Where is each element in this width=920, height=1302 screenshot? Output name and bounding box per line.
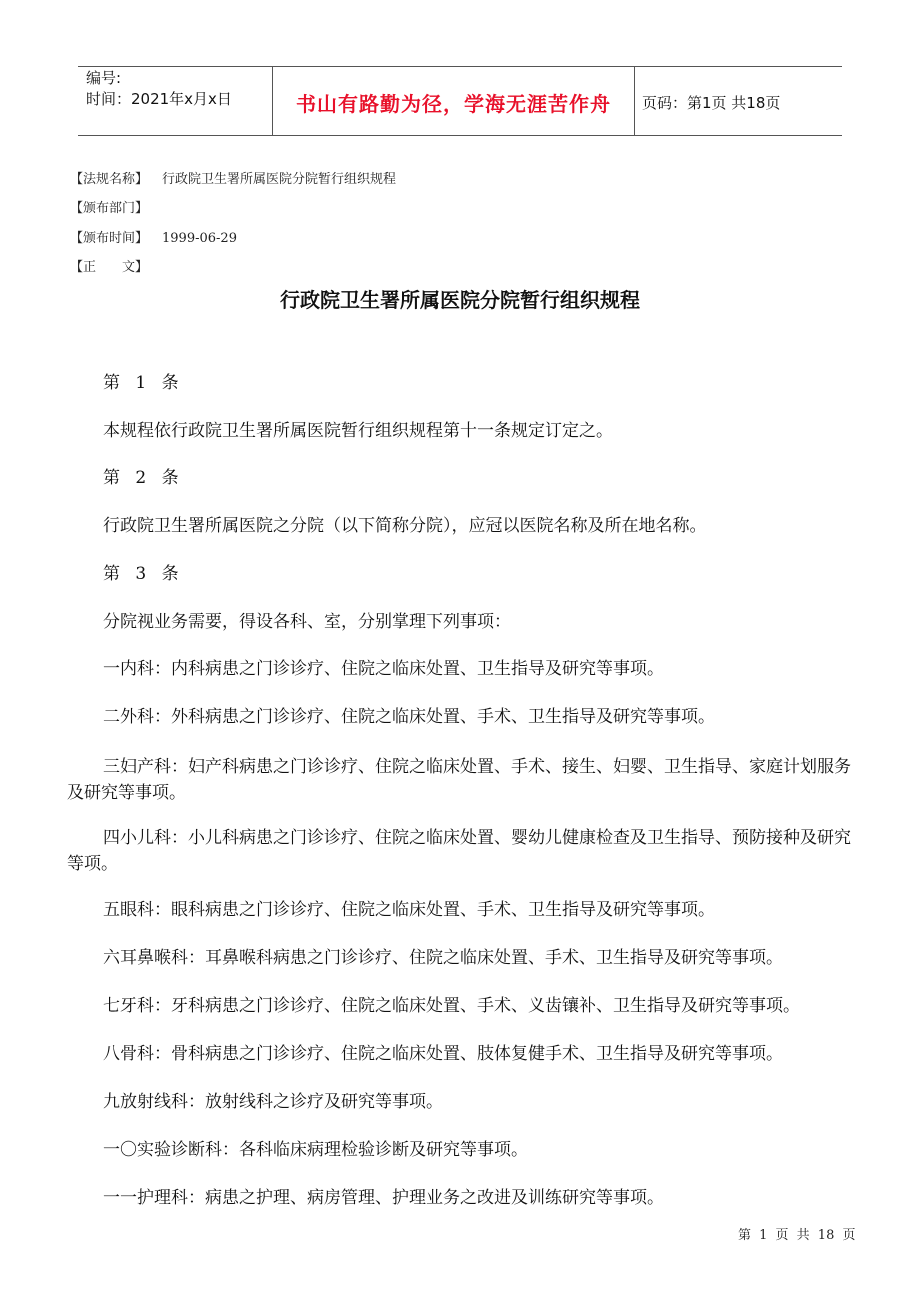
header-bottom-rule bbox=[78, 135, 842, 136]
header-top-rule bbox=[78, 66, 842, 67]
dept-surgery: 二外科：外科病患之门诊诊疗、住院之临床处置、手术、卫生指导及研究等事项。 bbox=[103, 707, 715, 727]
dept-radiology: 九放射线科：放射线科之诊疗及研究等事项。 bbox=[103, 1092, 443, 1112]
document-number-label: 编号: bbox=[86, 69, 122, 87]
meta-label: 【颁布部门】 bbox=[70, 201, 149, 216]
meta-label: 【正 文】 bbox=[70, 260, 149, 275]
article-1-heading: 第 1 条 bbox=[103, 373, 184, 393]
meta-value: 行政院卫生署所属医院分院暂行组织规程 bbox=[162, 172, 397, 187]
dept-orthopedics: 八骨科：骨科病患之门诊诊疗、住院之临床处置、肢体复健手术、卫生指导及研究等事项。 bbox=[103, 1044, 783, 1064]
meta-issue-date bbox=[70, 227, 237, 246]
dept-laboratory-diagnosis: 一〇实验诊断科：各科临床病理检验诊断及研究等事项。 bbox=[103, 1140, 528, 1160]
meta-label: 【法规名称】 bbox=[70, 172, 149, 187]
document-time: 时间：2021年x月x日 bbox=[86, 90, 232, 108]
article-3-text: 分院视业务需要，得设各科、室，分别掌理下列事项： bbox=[103, 612, 511, 632]
dept-ophthalmology: 五眼科：眼科病患之门诊诊疗、住院之临床处置、手术、卫生指导及研究等事项。 bbox=[103, 900, 715, 920]
article-2-heading: 第 2 条 bbox=[103, 468, 184, 488]
article-3-heading: 第 3 条 bbox=[103, 564, 184, 584]
meta-issuing-department bbox=[70, 197, 162, 216]
dept-internal-medicine: 一内科：内科病患之门诊诊疗、住院之临床处置、卫生指导及研究等事项。 bbox=[103, 659, 664, 679]
header-motto: 书山有路勤为径，学海无涯苦作舟 bbox=[296, 92, 611, 116]
header-divider-right bbox=[634, 66, 635, 135]
article-2-text: 行政院卫生署所属医院之分院（以下简称分院），应冠以医院名称及所在地名称。 bbox=[103, 516, 707, 536]
header-divider-left bbox=[272, 66, 273, 135]
document-title: 行政院卫生署所属医院分院暂行组织规程 bbox=[280, 288, 640, 312]
page-footer: 第 1 页 共 18 页 bbox=[738, 1228, 856, 1243]
dept-obstetrics-gynecology: 三妇产科：妇产科病患之门诊诊疗、住院之临床处置、手术、接生、妇婴、卫生指导、家庭计划服务及研究等事项。 bbox=[67, 757, 851, 803]
dept-nursing: 一一护理科：病患之护理、病房管理、护理业务之改进及训练研究等事项。 bbox=[103, 1188, 664, 1208]
dept-pediatrics: 四小儿科：小儿科病患之门诊诊疗、住院之临床处置、婴幼儿健康检查及卫生指导、预防接种及研究等项。 bbox=[67, 828, 851, 874]
meta-value: 1999-06-29 bbox=[162, 231, 237, 246]
meta-law-name bbox=[70, 168, 396, 187]
meta-body-label bbox=[70, 256, 162, 275]
header-left-cell bbox=[86, 68, 232, 110]
dept-dentistry: 七牙科：牙科病患之门诊诊疗、住院之临床处置、手术、义齿镶补、卫生指导及研究等事项。 bbox=[103, 996, 800, 1016]
article-1-text: 本规程依行政院卫生署所属医院暂行组织规程第十一条规定订定之。 bbox=[103, 421, 613, 441]
dept-ent: 六耳鼻喉科：耳鼻喉科病患之门诊诊疗、住院之临床处置、手术、卫生指导及研究等事项。 bbox=[103, 948, 783, 968]
meta-label: 【颁布时间】 bbox=[70, 231, 149, 246]
header-page-info: 页码：第1页 共18页 bbox=[642, 94, 781, 112]
